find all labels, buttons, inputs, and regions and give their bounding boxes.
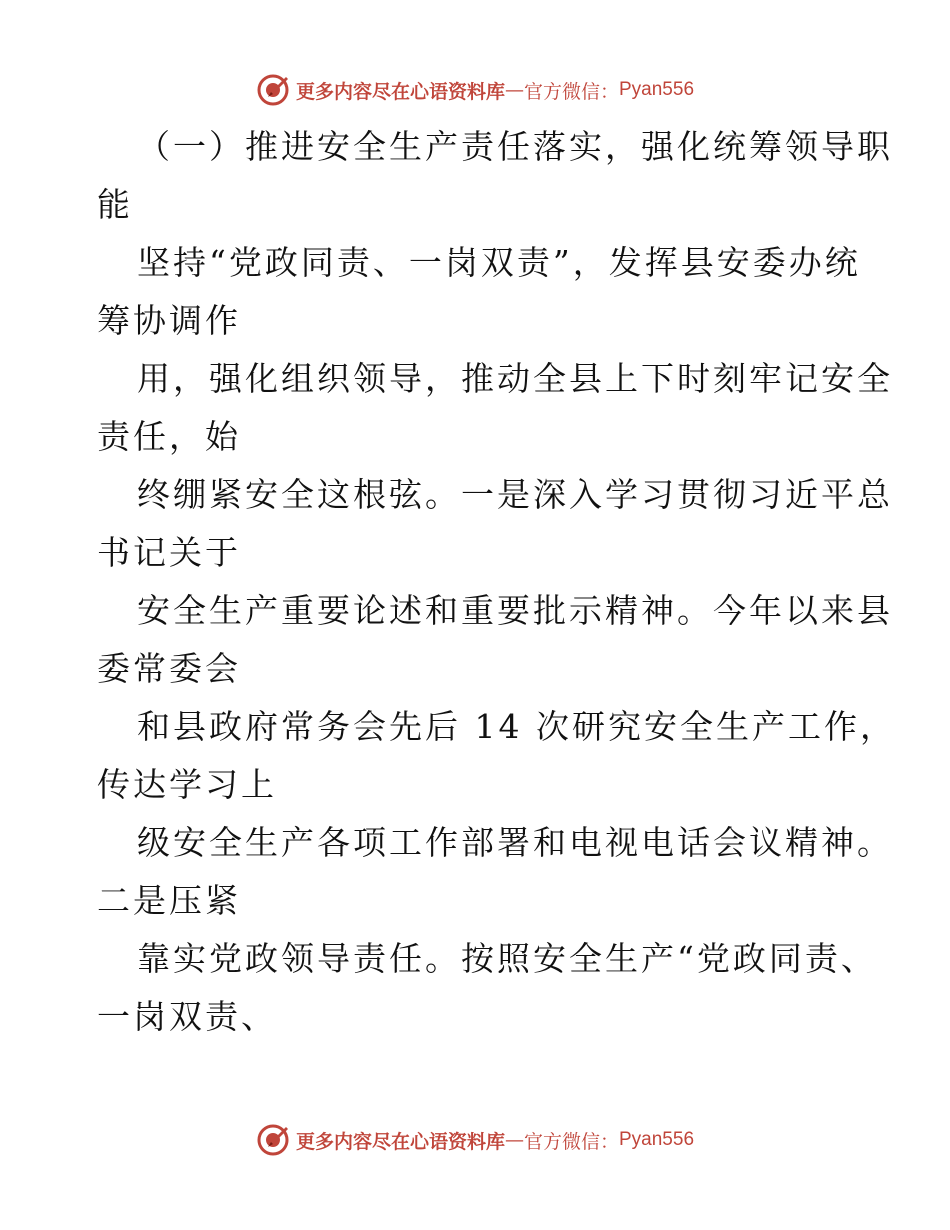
header-watermark xyxy=(0,70,950,110)
text-line: 书记关于 xyxy=(97,533,241,572)
text-line: （一）推进安全生产责任落实，强化统筹领导职 xyxy=(137,127,893,166)
watermark-label: 官方微信： xyxy=(523,1130,619,1153)
text-line: 传达学习上 xyxy=(97,765,277,804)
text-line: 终绷紧安全这根弦。一是深入学习贯彻习近平总 xyxy=(137,475,893,514)
watermark-id: Pyan556 xyxy=(619,79,695,100)
watermark-separator: — xyxy=(504,1129,524,1151)
document-body xyxy=(97,118,896,1046)
watermark-separator: — xyxy=(504,79,524,101)
watermark-text: 更多内容尽在心语资料库 xyxy=(295,1130,505,1153)
text-line: 筹协调作 xyxy=(97,301,241,340)
text-line: 二是压紧 xyxy=(97,881,241,920)
text-line: 委常委会 xyxy=(97,649,241,688)
text-line: 和县政府常务会先后 14 次研究安全生产工作， xyxy=(137,707,896,746)
text-line: 坚持“党政同责、一岗双责”，发挥县安委办统 xyxy=(137,243,861,282)
text-line: 安全生产重要论述和重要批示精神。今年以来县 xyxy=(137,591,893,630)
text-line: 能 xyxy=(97,185,133,224)
watermark-label: 官方微信： xyxy=(523,80,619,103)
text-line: 靠实党政领导责任。按照安全生产“党政同责、 xyxy=(137,939,877,978)
footer-watermark xyxy=(0,1120,950,1160)
pen-logo-icon xyxy=(256,1123,290,1157)
watermark-text: 更多内容尽在心语资料库 xyxy=(295,80,505,103)
text-line: 责任，始 xyxy=(97,417,241,456)
text-line: 一岗双责、 xyxy=(97,997,277,1036)
pen-logo-icon xyxy=(256,73,290,107)
text-line: 用，强化组织领导，推动全县上下时刻牢记安全 xyxy=(137,359,893,398)
text-line: 级安全生产各项工作部署和电视电话会议精神。 xyxy=(137,823,893,862)
watermark-id: Pyan556 xyxy=(619,1129,695,1150)
